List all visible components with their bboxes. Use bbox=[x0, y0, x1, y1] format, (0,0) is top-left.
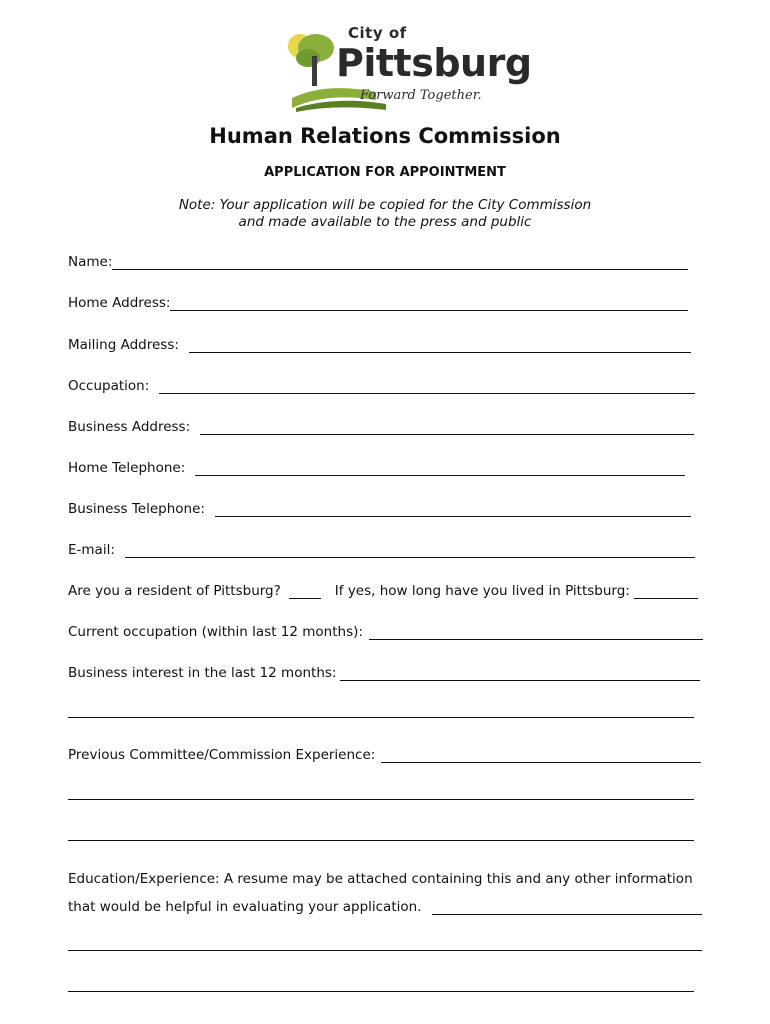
home-address-field[interactable] bbox=[170, 295, 688, 311]
logo-city-name: Pittsburg bbox=[336, 41, 532, 85]
logo-city-of: City of bbox=[348, 24, 407, 42]
business-interest-row bbox=[68, 661, 700, 681]
education-row-2 bbox=[68, 895, 702, 915]
business-interest-extra-line[interactable] bbox=[68, 717, 694, 718]
previous-experience-extra-line-1[interactable] bbox=[68, 799, 694, 800]
home-telephone-row bbox=[68, 456, 685, 476]
previous-experience-label: Previous Committee/Commission Experience: bbox=[68, 747, 376, 763]
mailing-address-field[interactable] bbox=[189, 337, 691, 353]
previous-experience-extra-line-2[interactable] bbox=[68, 840, 694, 841]
education-label-line-1: Education/Experience: A resume may be attached containing this and any other information bbox=[68, 871, 693, 887]
current-occupation-field[interactable] bbox=[369, 624, 703, 640]
home-telephone-field[interactable] bbox=[195, 460, 685, 476]
business-interest-label: Business interest in the last 12 months: bbox=[68, 665, 337, 681]
business-interest-field[interactable] bbox=[340, 665, 700, 681]
name-row bbox=[68, 250, 688, 270]
name-label: Name: bbox=[68, 254, 113, 270]
mailing-address-row bbox=[68, 333, 691, 353]
education-row-1 bbox=[68, 867, 693, 887]
occupation-label: Occupation: bbox=[68, 378, 150, 394]
previous-experience-row bbox=[68, 743, 701, 763]
home-address-label: Home Address: bbox=[68, 295, 171, 311]
mailing-address-label: Mailing Address: bbox=[68, 337, 179, 353]
name-field[interactable] bbox=[112, 254, 688, 270]
how-long-question-label: If yes, how long have you lived in Pittsburg: bbox=[334, 583, 630, 599]
note-text bbox=[0, 197, 770, 231]
note-line-2: and made available to the press and public bbox=[238, 214, 532, 230]
current-occupation-label: Current occupation (within last 12 months): bbox=[68, 624, 363, 640]
occupation-field[interactable] bbox=[159, 378, 695, 394]
resident-row bbox=[68, 579, 698, 599]
education-extra-line-1[interactable] bbox=[68, 950, 702, 951]
business-telephone-field[interactable] bbox=[215, 501, 691, 517]
previous-experience-field[interactable] bbox=[381, 747, 701, 763]
email-row bbox=[68, 538, 695, 558]
business-telephone-row bbox=[68, 497, 691, 517]
occupation-row bbox=[68, 374, 695, 394]
page-title: Human Relations Commission bbox=[209, 124, 561, 148]
note-line-1: Note: Your application will be copied for the City Commission bbox=[178, 197, 592, 213]
current-occupation-row bbox=[68, 620, 703, 640]
education-field[interactable] bbox=[432, 899, 702, 915]
education-label-line-2: that would be helpful in evaluating your application. bbox=[68, 899, 422, 915]
business-telephone-label: Business Telephone: bbox=[68, 501, 205, 517]
business-address-label: Business Address: bbox=[68, 419, 191, 435]
home-telephone-label: Home Telephone: bbox=[68, 460, 186, 476]
email-field[interactable] bbox=[125, 542, 695, 558]
email-label: E-mail: bbox=[68, 542, 115, 558]
resident-answer-field[interactable] bbox=[289, 583, 321, 599]
business-address-field[interactable] bbox=[200, 419, 694, 435]
logo-tagline: Forward Together. bbox=[360, 88, 482, 103]
home-address-row bbox=[68, 291, 688, 311]
education-extra-line-2[interactable] bbox=[68, 991, 694, 992]
resident-question-label: Are you a resident of Pittsburg? bbox=[68, 583, 281, 599]
page-subtitle: APPLICATION FOR APPOINTMENT bbox=[264, 165, 506, 180]
how-long-answer-field[interactable] bbox=[634, 583, 698, 599]
business-address-row bbox=[68, 415, 694, 435]
